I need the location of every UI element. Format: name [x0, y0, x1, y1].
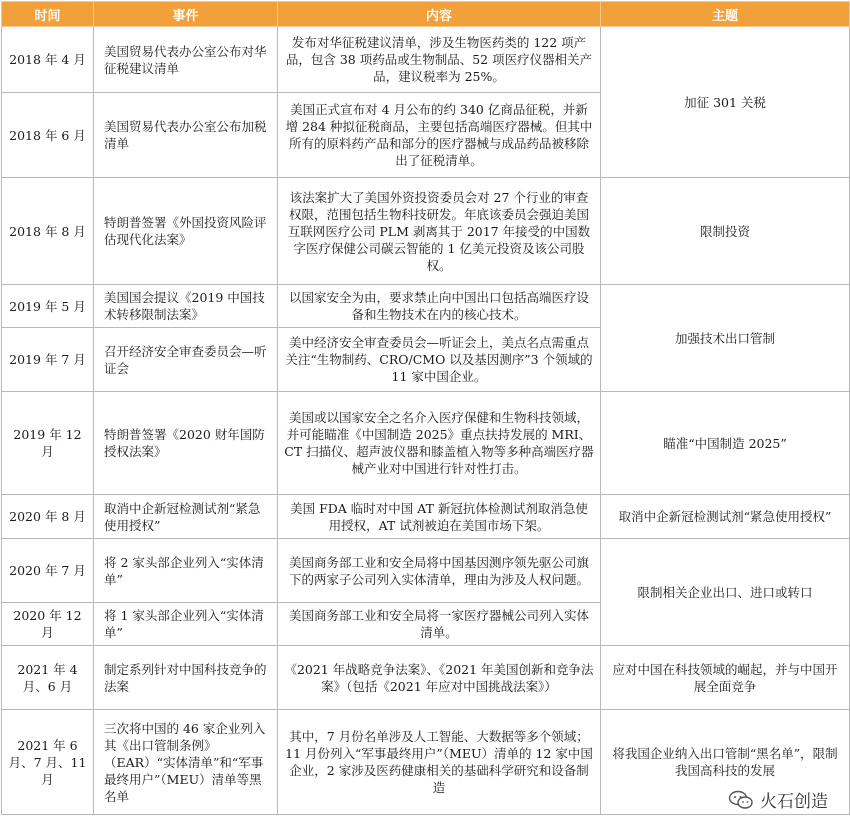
content-cell: 美国正式宣布对 4 月公布的约 340 亿商品征税，并新增 284 种拟征税商品，主要包括高端医疗器械。但其中所有的原料药产品和部分的医疗器械与成品药品被移除出了征税清单。: [278, 93, 601, 178]
content-cell: 该法案扩大了美国外资投资委员会对 27 个行业的审查权限，范围包括生物科技研发。年底该委员会强迫美国互联网医疗公司 PLM 剥离其于 2017 年接受的中国数字医疗保健公司碳云智能的 1 亿美元投资及该公司股权。: [278, 178, 601, 285]
content-cell: 以国家安全为由，要求禁止向中国出口包括高端医疗设备和生物技术在内的核心技术。: [278, 285, 601, 328]
content-cell: 美国商务部工业和安全局将中国基因测序领先驱公司旗下的两家子公司列入实体清单，理由为涉及人权问题。: [278, 539, 601, 603]
wechat-icon: [728, 790, 754, 810]
time-cell: 2021 年 6 月、7 月、11 月: [2, 710, 94, 815]
event-cell: 特朗普签署《外国投资风险评估现代化法案》: [94, 178, 278, 285]
time-cell: 2020 年 8 月: [2, 495, 94, 539]
time-cell: 2018 年 6 月: [2, 93, 94, 178]
time-cell: 2019 年 7 月: [2, 328, 94, 392]
event-cell: 三次将中国的 46 家企业列入其《出口管制条例》（EAR）“实体清单”和“军事最终用户”（MEU）清单等黑名单: [94, 710, 278, 815]
table-row: [2, 495, 850, 539]
event-cell: 制定系列针对中国科技竞争的法案: [94, 646, 278, 710]
table-row: [2, 178, 850, 285]
theme-cell: 将我国企业纳入出口管制“黑名单”，限制我国高科技的发展: [601, 710, 850, 815]
time-cell: 2020 年 12 月: [2, 603, 94, 646]
table-row: [2, 392, 850, 495]
header-time: 时间: [2, 2, 94, 27]
event-cell: 美国贸易代表办公室公布对华征税建议清单: [94, 27, 278, 93]
watermark-text: 火石创造: [760, 792, 828, 812]
theme-cell: 取消中企新冠检测试剂“紧急使用授权”: [601, 495, 850, 539]
time-cell: 2019 年 12 月: [2, 392, 94, 495]
time-cell: 2021 年 4 月、6 月: [2, 646, 94, 710]
event-cell: 召开经济安全审查委员会—听证会: [94, 328, 278, 392]
time-cell: 2019 年 5 月: [2, 285, 94, 328]
event-cell: 美国国会提议《2019 中国技术转移限制法案》: [94, 285, 278, 328]
theme-cell: 应对中国在科技领域的崛起，并与中国开展全面竞争: [601, 646, 850, 710]
header-content: 内容: [278, 2, 601, 27]
content-cell: 美中经济安全审查委员会—听证会上，美点名点需重点关注“生物制药、CRO/CMO 以及基因测序”3 个领域的 11 家中国企业。: [278, 328, 601, 392]
event-cell: 特朗普签署《2020 财年国防授权法案》: [94, 392, 278, 495]
header-event: 事件: [94, 2, 278, 27]
theme-cell: 限制相关企业出口、进口或转口: [601, 539, 850, 646]
header-theme: 主题: [601, 2, 850, 27]
table-row: [2, 646, 850, 710]
content-cell: 发布对华征税建议清单，涉及生物医药类的 122 项产品，包含 38 项药品或生物制品、52 项医疗仪器相关产品，建议税率为 25%。: [278, 27, 601, 93]
policy-table: [1, 1, 850, 815]
event-cell: 取消中企新冠检测试剂“紧急使用授权”: [94, 495, 278, 539]
header-row: [2, 2, 850, 27]
time-cell: 2018 年 8 月: [2, 178, 94, 285]
content-cell: 美国 FDA 临时对中国 AT 新冠抗体检测试剂取消急使用授权，AT 试剂被迫在美国市场下架。: [278, 495, 601, 539]
theme-cell: 限制投资: [601, 178, 850, 285]
event-cell: 将 2 家头部企业列入“实体清单”: [94, 539, 278, 603]
content-cell: 其中，7 月份名单涉及人工智能、大数据等多个领域；11 月份列入“军事最终用户”（MEU）清单的 12 家中国企业，2 家涉及医药健康相关的基础科学研究和设备制造: [278, 710, 601, 815]
content-cell: 美国商务部工业和安全局将一家医疗器械公司列入实体清单。: [278, 603, 601, 646]
time-cell: 2020 年 7 月: [2, 539, 94, 603]
table-row: [2, 710, 850, 815]
time-cell: 2018 年 4 月: [2, 27, 94, 93]
table-row: [2, 539, 850, 603]
event-cell: 美国贸易代表办公室公布加税清单: [94, 93, 278, 178]
table-row: [2, 27, 850, 93]
content-cell: 《2021 年战略竞争法案》、《2021 年美国创新和竞争法案》（包括《2021 年应对中国挑战法案》）: [278, 646, 601, 710]
table-row: [2, 285, 850, 328]
theme-cell: 加强技术出口管制: [601, 285, 850, 392]
watermark: [728, 787, 828, 812]
content-cell: 美国或以国家安全之名介入医疗保健和生物科技领域，并可能瞄准《中国制造 2025》重点扶持发展的 MRI、CT 扫描仪、超声波仪器和膝盖植入物等多种高端医疗器械产业对中国进行针对性打击。: [278, 392, 601, 495]
theme-cell: 加征 301 关税: [601, 27, 850, 178]
event-cell: 将 1 家头部企业列入“实体清单”: [94, 603, 278, 646]
theme-cell: 瞄准“中国制造 2025”: [601, 392, 850, 495]
